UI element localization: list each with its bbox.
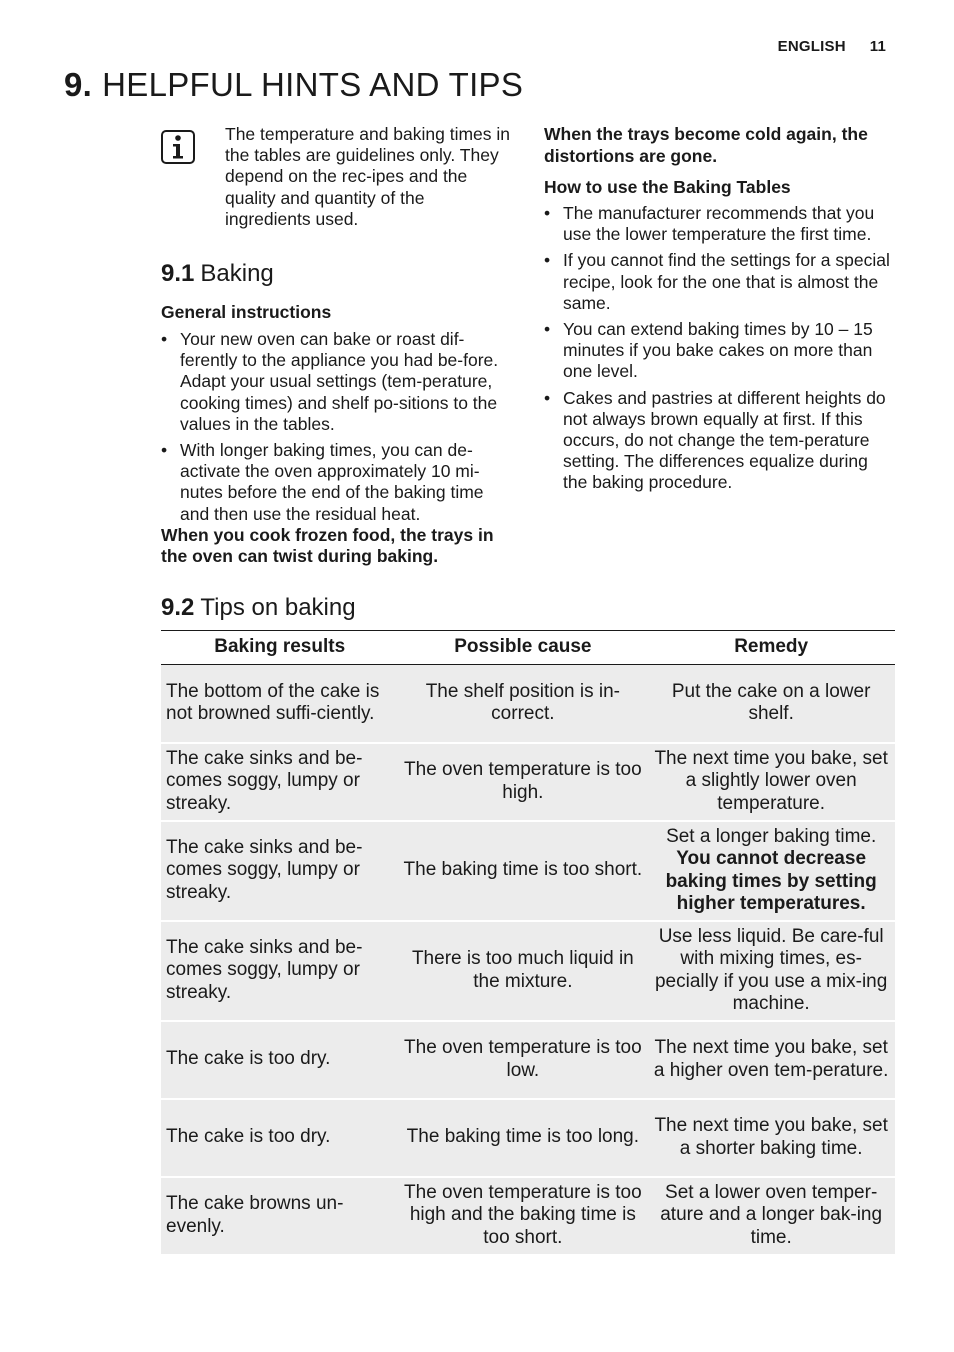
result-cell: The cake browns un-evenly. <box>161 1177 398 1255</box>
remedy-cell <box>647 1099 895 1177</box>
column-header-results: Baking results <box>161 631 398 665</box>
remedy-text: The next time you bake, set a higher oven tem-perature. <box>653 1037 889 1081</box>
remedy-cell <box>647 821 895 921</box>
cause-cell: The shelf position is in-correct. <box>398 665 647 743</box>
trays-cold-note: When the trays become cold again, the distortions are gone. <box>544 124 868 166</box>
list-item: • With longer baking times, you can de-activate the oven approximately 10 mi-nutes before the end of the baking time and then use the residual heat. <box>161 440 513 525</box>
info-note-text: The temperature and baking times in the tables are guidelines only. They depend on the rec-ipes and the quality and quantity of the ingredients used. <box>225 124 511 229</box>
cause-cell: There is too much liquid in the mixture. <box>398 921 647 1021</box>
column-header-remedy: Remedy <box>647 631 895 665</box>
table-row <box>161 743 895 821</box>
table-row <box>161 1099 895 1177</box>
chapter-number: 9. <box>64 66 93 103</box>
remedy-warning: You cannot decrease baking times by setting higher temperatures. <box>665 848 877 914</box>
baking-tables-list <box>544 203 896 494</box>
page-number: 11 <box>869 38 886 55</box>
remedy-cell <box>647 1177 895 1255</box>
frozen-food-warning: When you cook frozen food, the trays in the oven can twist during baking. <box>161 524 494 567</box>
result-cell: The cake sinks and be-comes soggy, lumpy or streaky. <box>161 821 398 921</box>
right-column <box>544 124 896 499</box>
section-title: Baking <box>200 260 274 288</box>
section-heading-baking <box>161 260 513 288</box>
remedy-text: Put the cake on a lower shelf. <box>671 680 871 725</box>
result-cell: The cake sinks and be-comes soggy, lumpy or streaky. <box>161 921 398 1021</box>
baking-tips-table <box>161 630 895 1256</box>
list-item: • Your new oven can bake or roast dif-ferently to the appliance you had be-fore. Adapt your usual settings (tem-perature, cooking times) and shelf po-sitions to the values in the tables. <box>161 329 513 435</box>
column-header-cause: Possible cause <box>398 631 647 665</box>
list-item: • The manufacturer recommends that you use the lower temperature the first time. <box>544 203 896 245</box>
table-row <box>161 1177 895 1255</box>
table-header-row <box>161 631 895 665</box>
list-item: • Cakes and pastries at different heights do not always brown equally at first. If this occurs, do not change the tem-perature setting. The differences equalize during the baking procedure. <box>544 388 896 494</box>
remedy-text: Use less liquid. Be care-ful with mixing times, es-pecially if you use a mix-ing machine. <box>654 925 888 1014</box>
page-header <box>778 38 886 55</box>
list-item: • You can extend baking times by 10 – 15 minutes if you bake cakes on more than one level. <box>544 319 896 383</box>
cause-cell: The oven temperature is too high and the baking time is too short. <box>398 1177 647 1255</box>
left-column <box>161 124 513 622</box>
cause-cell: The oven temperature is too high. <box>398 743 647 821</box>
remedy-text: The next time you bake, set a shorter baking time. <box>654 1115 888 1159</box>
chapter-title <box>64 66 523 104</box>
section-number: 9.1 <box>161 260 195 288</box>
section-number: 9.2 <box>161 593 195 621</box>
general-instructions-heading: General instructions <box>161 302 332 323</box>
cause-cell: The baking time is too long. <box>398 1099 647 1177</box>
result-cell: The cake sinks and be-comes soggy, lumpy or streaky. <box>161 743 398 821</box>
general-instructions-list <box>161 329 513 525</box>
remedy-text: The next time you bake, set a slightly lower oven temperature. <box>654 747 888 814</box>
cause-cell: The oven temperature is too low. <box>398 1021 647 1099</box>
remedy-cell <box>647 1021 895 1099</box>
section-title: Tips on baking <box>200 593 356 621</box>
cause-cell: The baking time is too short. <box>398 821 647 921</box>
language-label: ENGLISH <box>777 38 846 55</box>
chapter-title-text: HELPFUL HINTS AND TIPS <box>102 66 524 103</box>
remedy-text: Set a longer baking time. <box>666 825 877 847</box>
result-cell: The bottom of the cake is not browned suffi-ciently. <box>161 665 398 743</box>
section-heading-tips <box>161 594 513 622</box>
list-item: • If you cannot find the settings for a special recipe, look for the one that is almost the same. <box>544 250 896 314</box>
baking-tables-heading: How to use the Baking Tables <box>544 177 791 197</box>
table-row <box>161 921 895 1021</box>
table-row <box>161 821 895 921</box>
table-row <box>161 1021 895 1099</box>
info-icon <box>161 130 195 164</box>
result-cell: The cake is too dry. <box>161 1099 398 1177</box>
result-cell: The cake is too dry. <box>161 1021 398 1099</box>
remedy-text: Set a lower oven temper-ature and a longer bak-ing time. <box>660 1181 883 1248</box>
remedy-cell <box>647 921 895 1021</box>
remedy-cell <box>647 665 895 743</box>
table-row <box>161 665 895 743</box>
info-note <box>161 124 513 230</box>
remedy-cell <box>647 743 895 821</box>
